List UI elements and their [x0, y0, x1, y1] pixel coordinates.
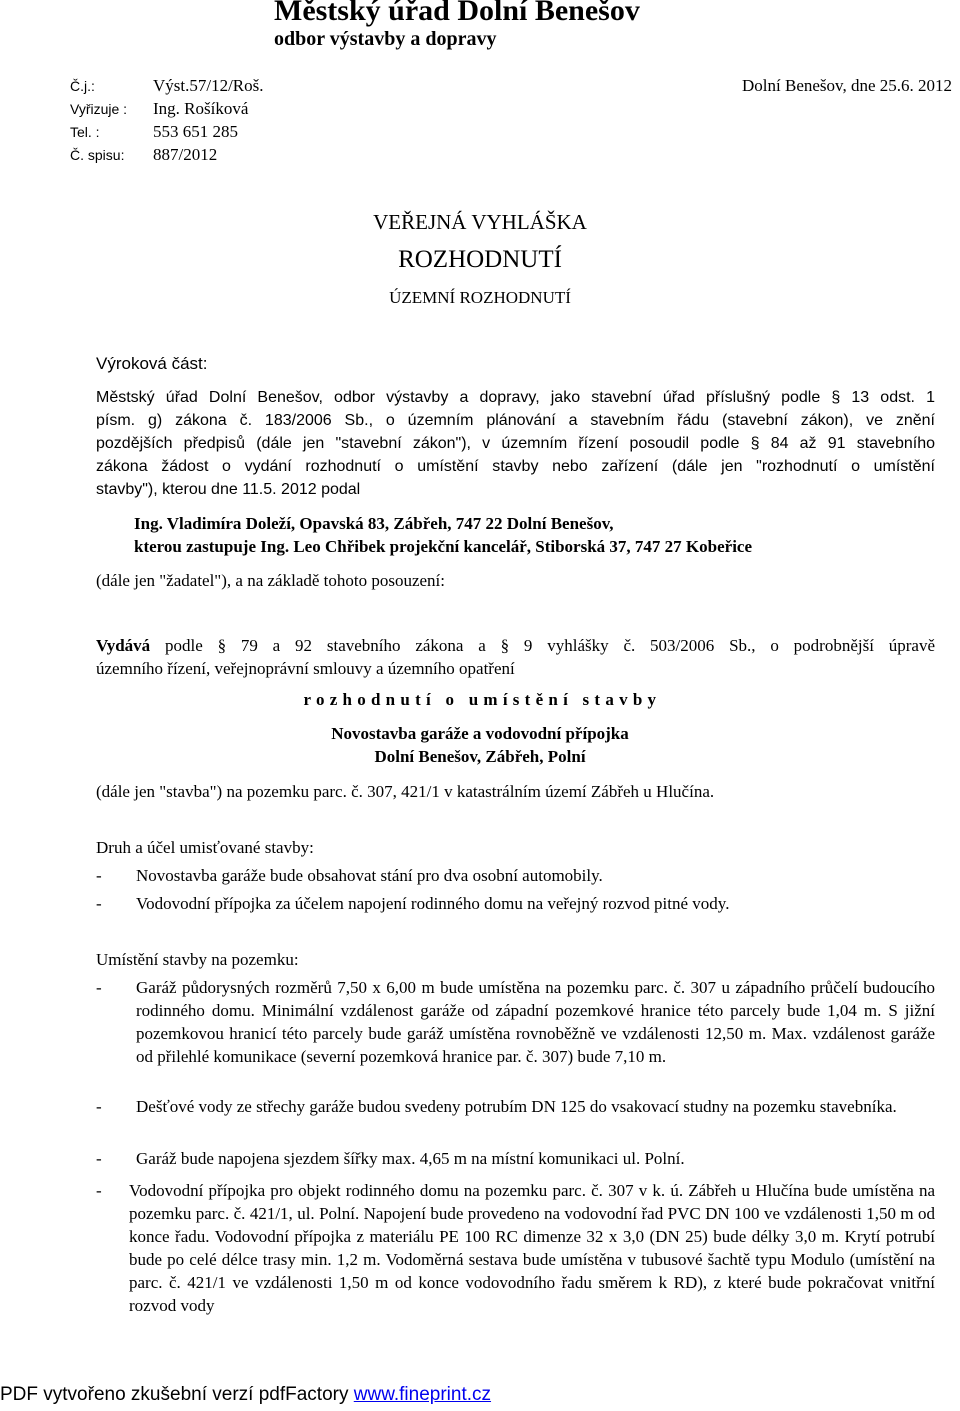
vydava-bold: Vydává: [96, 636, 151, 655]
bullet-dash: -: [96, 894, 102, 913]
footer-text: PDF vytvořeno zkušební verzí pdfFactory: [0, 1384, 354, 1405]
office-name: Městský úřad Dolní Benešov: [274, 0, 640, 27]
meta-vyrizuje: [70, 99, 248, 119]
rozhodnuti-heading: r o z h o d n u t í o u m í s t ě n í s t a v b y: [303, 690, 657, 709]
para1-line2a: písm. g) zákona č. 183/2006 Sb.: [96, 412, 369, 429]
druh-heading: Druh a účel umisťované stavby:: [96, 838, 314, 857]
bullet-dash: -: [96, 866, 102, 885]
title-uzemni-rozhodnuti: ÚZEMNÍ ROZHODNUTÍ: [389, 288, 571, 307]
para1-line3: pozdějších předpisů (dále jen "stavební zákon"), v územním řízení posoudil podle § 84 až 91 stavebního: [96, 435, 935, 452]
vydava-rest: podle § 79 a 92 stavebního zákona a § 9 vyhlášky č. 503/2006 Sb., o podrobnější úpravě: [150, 636, 935, 655]
section-vyrokova: Výroková část:: [96, 354, 208, 373]
stavba-name-line1: Novostavba garáže a vodovodní přípojka: [331, 724, 629, 743]
vydava-line1: [96, 634, 935, 657]
umisteni-item-text: Vodovodní přípojka pro objekt rodinného domu na pozemku parc. č. 307 v k. ú. Zábřeh u Hlučína bude umístěna na pozemku parc. č. 421/1, ul. Polní. Napojení bude provedeno na vodovodní řad PVC DN 100 ve vzdálenosti 1,50 m od konce řadu. Vodovodní přípojka z materiálu PE 100 RC dimenze 32 x 3,0 (DN 25) bude délky 3,0 m. Krytí potrubí bude po celé délce trasy min. 1,2 m. Vodoměrná sestava bude umístěna v tubusové šachtě typu Modulo (umístění na parc. č. 421/1 ve vzdálenosti 1,50 m od konce vodovodního řadu směrem k RD), z které bude pokračovat vnitřní rozvod vody: [129, 1181, 935, 1315]
pdf-footer: [0, 1384, 491, 1406]
tel-label: Tel. :: [70, 124, 100, 140]
spis-value: 887/2012: [153, 145, 218, 164]
cj-label: Č.j.:: [70, 78, 95, 94]
para1-line4: zákona žádost o vydání rozhodnutí o umístění stavby nebo zařízení (dále jen "rozhodnutí o umístění: [96, 458, 935, 475]
meta-tel: [70, 122, 238, 142]
bullet-dash: -: [96, 1149, 102, 1168]
druh-item-text: Vodovodní přípojka za účelem napojení rodinného domu na veřejný rozvod pitné vody.: [136, 894, 730, 913]
bullet-dash: -: [96, 1097, 102, 1116]
department-name: odbor výstavby a dopravy: [274, 28, 497, 50]
spis-label: Č. spisu:: [70, 147, 125, 163]
bullet-dash: -: [96, 1181, 102, 1200]
umisteni-item-text: Garáž půdorysných rozměrů 7,50 x 6,00 m bude umístěna na pozemku parc. č. 307 u západního průčelí budoucího rodinného domu. Minimální vzdálenost garáže od západní pozemkové hranice této parcely bude 1,04 m. S jižní pozemkovou hranicí této parcely bude garáž umístěna rovnoběžně ve vzdálenosti 12,50 m. Max. vzdálenost garáže od přilehlé komunikace (severní pozemková hranice par. č. 307) bude 7,10 m.: [136, 978, 935, 1066]
meta-spis: [70, 145, 217, 165]
bullet-dash: -: [96, 978, 102, 997]
title-verejna-vyhlaska: VEŘEJNÁ VYHLÁŠKA: [373, 210, 587, 234]
para1-line2: [96, 409, 935, 432]
para1-line2b: , o územním plánování a stavebním řádu (stavební zákon), ve znění: [368, 412, 935, 429]
umisteni-item-text: Garáž bude napojena sjezdem šířky max. 4,65 m na místní komunikaci ul. Polní.: [136, 1149, 685, 1168]
dale-stavba-line: (dále jen "stavba") na pozemku parc. č. 307, 421/1 v katastrálním území Zábřeh u Hlučína.: [96, 782, 715, 801]
applicant-line2a: kterou zastupuje Ing.: [134, 537, 290, 556]
title-rozhodnuti: ROZHODNUTÍ: [398, 246, 562, 273]
vyrizuje-label: Vyřizuje :: [70, 101, 128, 117]
para1-line1: Městský úřad Dolní Benešov, odbor výstavby a dopravy, jako stavební úřad příslušný podle § 13 odst. 1: [96, 389, 935, 406]
tel-value: 553 651 285: [153, 122, 238, 141]
document-date: Dolní Benešov, dne 25.6. 2012: [742, 76, 952, 95]
vyrizuje-value: Ing. Rošíková: [153, 99, 249, 118]
vydava-line2: územního řízení, veřejnoprávní smlouvy a územního opatření: [96, 659, 515, 678]
cj-value: Výst.57/12/Roš.: [153, 76, 264, 95]
footer-link[interactable]: www.fineprint.cz: [353, 1384, 492, 1405]
druh-item-text: Novostavba garáže bude obsahovat stání pro dva osobní automobily.: [136, 866, 603, 885]
meta-cj: [70, 76, 264, 96]
para1-line5: stavby"), kterou dne 11.5. 2012 podal: [96, 481, 361, 498]
zadatel-line: (dále jen "žadatel"), a na základě tohoto posouzení:: [96, 571, 446, 590]
umisteni-heading: Umístění stavby na pozemku:: [96, 950, 299, 969]
applicant-line2: [134, 535, 934, 558]
applicant-line2b: Leo Chřibek projekční kancelář, Stiborská 37, 747 27 Kobeřice: [289, 537, 753, 556]
stavba-name-line2: Dolní Benešov, Zábřeh, Polní: [374, 747, 586, 766]
applicant-line1: Ing. Vladimíra Doleží, Opavská 83, Zábřeh, 747 22 Dolní Benešov,: [134, 514, 614, 533]
umisteni-item-text: Dešťové vody ze střechy garáže budou svedeny potrubím DN 125 do vsakovací studny na pozemku stavebníka.: [136, 1097, 897, 1116]
